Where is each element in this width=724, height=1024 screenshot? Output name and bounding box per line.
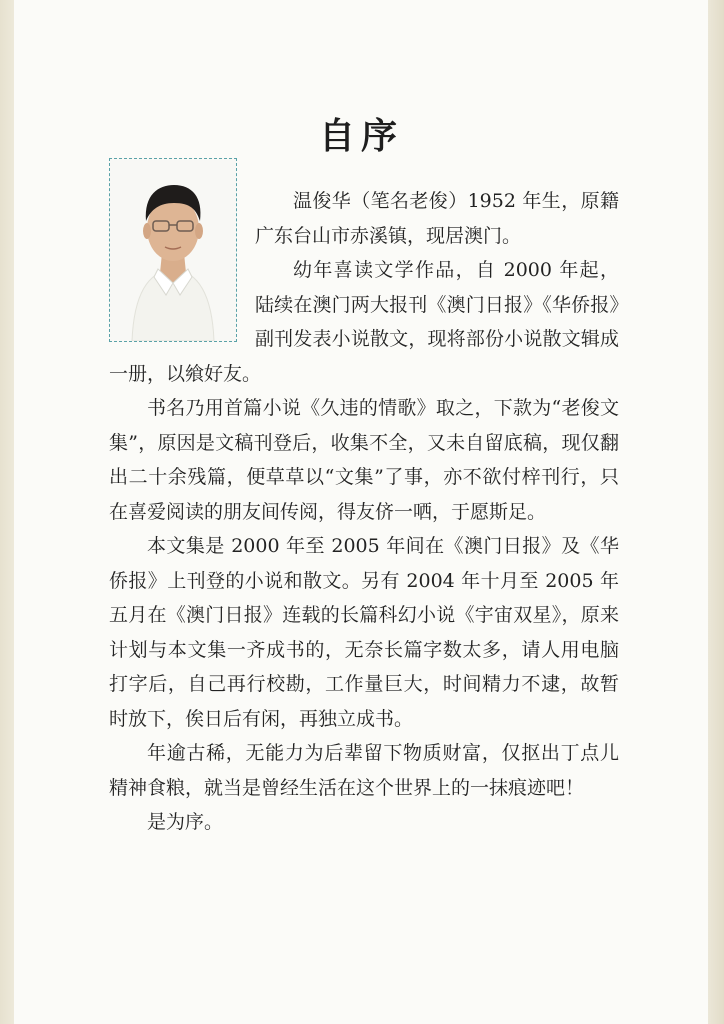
document-page [14, 0, 708, 1024]
paragraph-5: 年逾古稀，无能力为后辈留下物质财富，仅抠出丁点儿精神食粮，就当是曾经生活在这个世界上的一抹痕迹吧！ [109, 742, 619, 799]
paragraph-1: 温俊华（笔名老俊）1952 年生，原籍广东台山市赤溪镇，现居澳门。 [255, 190, 619, 247]
page-title: 自序 [318, 115, 403, 157]
paragraph-4: 本文集是 2000 年至 2005 年间在《澳门日报》及《华侨报》上刊登的小说和散文。另有 2004 年十月至 2005 年五月在《澳门日报》连载的长篇科幻小说《宇宙双星》，原来计划与本文集一齐成书的，无奈长篇字数太多，请人用电脑打字后，自己再行校勘，工作量巨大，时间精力不逮，故暂时放下，俟日后有闲，再独立成书。 [109, 535, 619, 730]
scan-edge-left [0, 0, 14, 1024]
portrait-float-space [109, 184, 255, 348]
paragraph-6: 是为序。 [147, 811, 224, 833]
scan-edge-right [708, 0, 724, 1024]
paragraph-2: 幼年喜读文学作品，自 2000 年起，陆续在澳门两大报刊《澳门日报》《华侨报》副刊发表小说散文，现将部份小说散文辑成一册，以飨好友。 [109, 259, 619, 385]
paragraph-3: 书名乃用首篇小说《久违的情歌》取之，下款为“老俊文集”，原因是文稿刊登后，收集不全，又未自留底稿，现仅翻出二十余残篇，便草草以“文集”了事，亦不欲付梓刊行，只在喜爱阅读的朋友间传阅，得友侪一哂，于愿斯足。 [109, 397, 619, 523]
preface-body [109, 184, 619, 840]
